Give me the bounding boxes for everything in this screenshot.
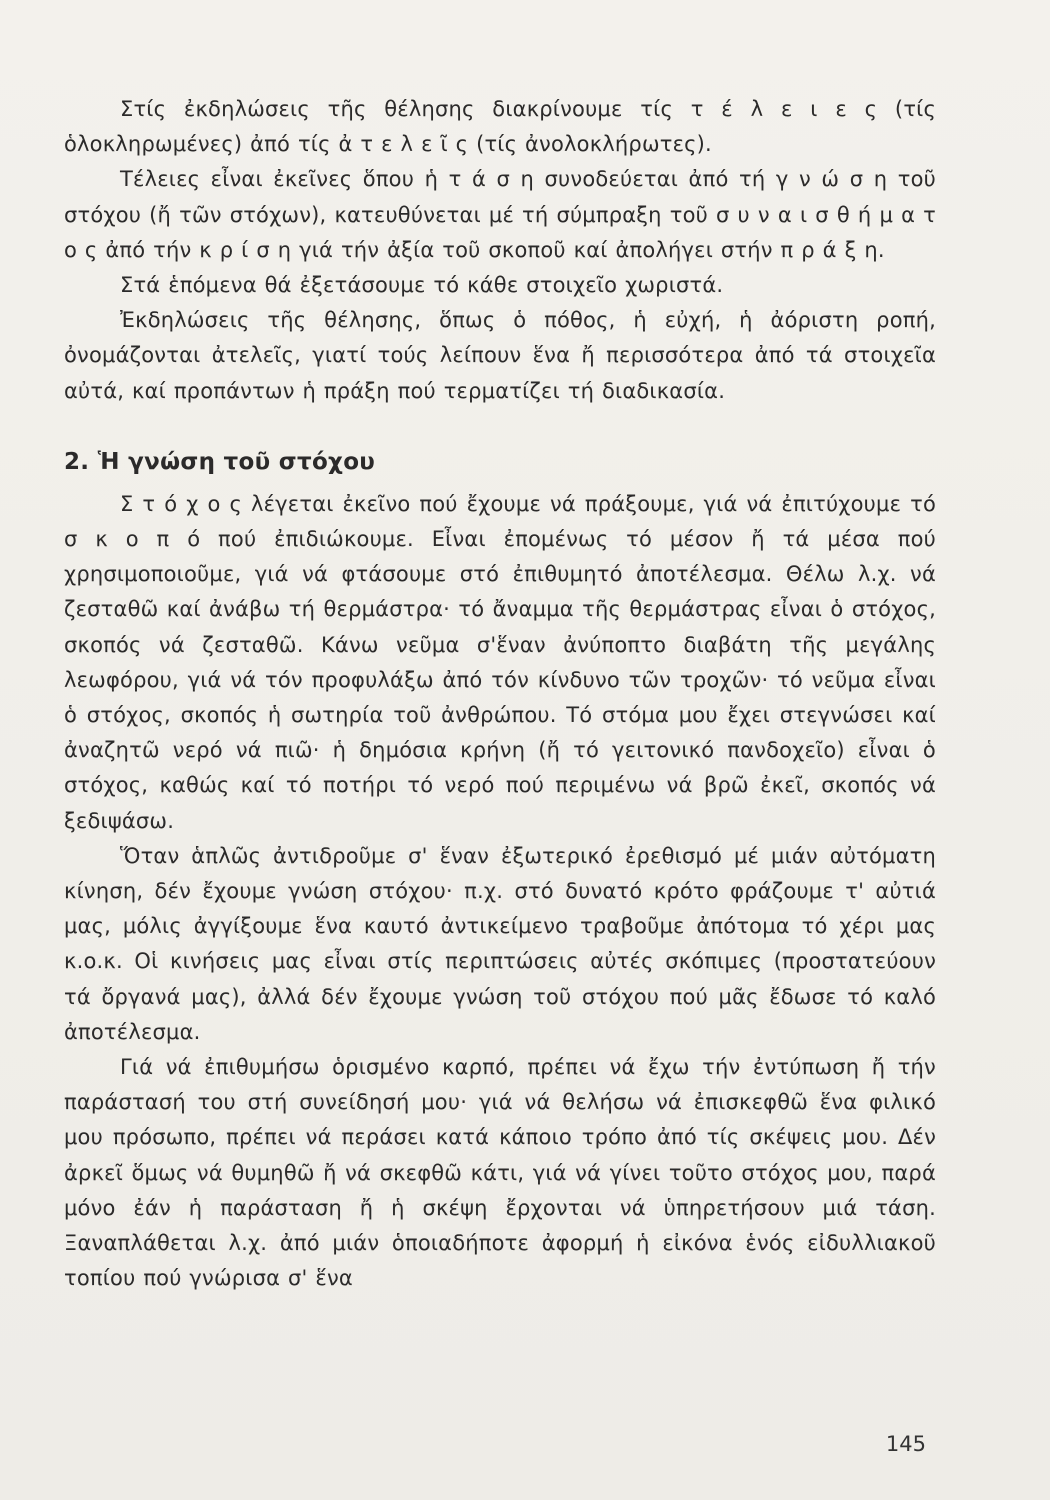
paragraph-4: Ἐκδηλώσεις τῆς θέλησης, ὅπως ὁ πόθος, ἡ εὐχή, ἡ ἀόριστη ροπή, ὀνομάζονται ἀτελεῖς, γιατί τούς λείπουν ἕνα ἤ περισσότερα ἀπό τά στοιχεῖα αὐτά, καί προπάντων ἡ πράξη πού τερματίζει τή διαδικασία. [64, 308, 936, 403]
section-heading: 2. Ἡ γνώση τοῦ στόχου [64, 448, 376, 475]
paragraph-7: Γιά νά ἐπιθυμήσω ὁρισμένο καρπό, πρέπει νά ἔχω τήν ἐντύπωση ἤ τήν παράστασή του στή συνείδησή μου· γιά νά θελήσω νά ἐπισκεφθῶ ἕνα φιλικό μου πρόσωπο, πρέπει νά περάσει κατά κάποιο τρόπο ἀπό τίς σκέψεις μου. Δέν ἀρκεῖ ὅμως νά θυμηθῶ ἤ νά σκεφθῶ κάτι, γιά νά γίνει τοῦτο στόχος μου, παρά μόνο ἐάν ἡ παράσταση ἤ ἡ σκέψη ἔρχονται νά ὑπηρετήσουν μιά τάση. Ξαναπλάθεται λ.χ. ἀπό μιάν ὁποιαδήποτε ἀφορμή ἡ εἰκόνα ἑνός εἰδυλλιακοῦ τοπίου πού γνώρισα σ' ἕνα [64, 1055, 936, 1291]
paragraph-6: Ὅταν ἁπλῶς ἀντιδροῦμε σ' ἕναν ἐξωτερικό ἐρεθισμό μέ μιάν αὐτόματη κίνηση, δέν ἔχουμε γνώση στόχου· π.χ. στό δυνατό κρότο φράζουμε τ' αὐτιά μας, μόλις ἀγγίξουμε ἕνα καυτό ἀντικείμενο τραβοῦμε ἀπότομα τό χέρι μας κ.ο.κ. Οἱ κινήσεις μας εἶναι στίς περιπτώσεις αὐτές σκόπιμες (προστατεύουν τά ὄργανά μας), ἀλλά δέν ἔχουμε γνώση τοῦ στόχου πού μᾶς ἔδωσε τό καλό ἀποτέλεσμα. [64, 843, 936, 1044]
page-number: 145 [885, 1432, 926, 1456]
paragraph-5: Σ τ ό χ ο ς λέγεται ἐκεῖνο πού ἔχουμε νά πράξουμε, γιά νά ἐπιτύχουμε τό σ κ ο π ό πού ἐπιδιώκουμε. Εἶναι ἐπομένως τό μέσον ἤ τά μέσα πού χρησιμοποιοῦμε, γιά νά φτάσουμε στό ἐπιθυμητό ἀποτέλεσμα. Θέλω λ.χ. νά ζεσταθῶ καί ἀνάβω τή θερμάστρα· τό ἄναμμα τῆς θερμάστρας εἶναι ὁ στόχος, σκοπός νά ζεσταθῶ. Κάνω νεῦμα σ'ἕναν ἀνύποπτο διαβάτη τῆς μεγάλης λεωφόρου, γιά νά τόν προφυλάξω ἀπό τόν κίνδυνο τῶν τροχῶν· τό νεῦμα εἶναι ὁ στόχος, σκοπός ἡ σωτηρία τοῦ ἀνθρώπου. Τό στόμα μου ἔχει στεγνώσει καί ἀναζητῶ νερό νά πιῶ· ἡ δημόσια κρήνη (ἤ τό γειτονικό πανδοχεῖο) εἶναι ὁ στόχος, καθώς καί τό ποτήρι τό νερό πού περιμένω νά βρῶ ἐκεῖ, σκοπός νά ξεδιψάσω. [64, 491, 936, 833]
paragraph-1: Στίς ἐκδηλώσεις τῆς θέλησης διακρίνουμε τίς τ έ λ ε ι ε ς (τίς ὁλοκληρωμένες) ἀπό τίς ἀ τ ε λ ε ῖ ς (τίς ἀνολοκλήρωτες). [64, 97, 936, 157]
body-text [64, 92, 936, 1297]
paragraph-2: Τέλειες εἶναι ἐκεῖνες ὅπου ἡ τ ά σ η συνοδεύεται ἀπό τή γ ν ώ σ η τοῦ στόχου (ἤ τῶν στόχων), κατευθύνεται μέ τή σύμπραξη τοῦ σ υ ν α ι σ θ ή μ α τ ο ς ἀπό τήν κ ρ ί σ η γιά τήν ἀξία τοῦ σκοποῦ καί ἀπολήγει στήν π ρ ά ξ η. [64, 167, 936, 262]
paragraph-3: Στά ἑπόμενα θά ἐξετάσουμε τό κάθε στοιχεῖο χωριστά. [120, 273, 724, 298]
